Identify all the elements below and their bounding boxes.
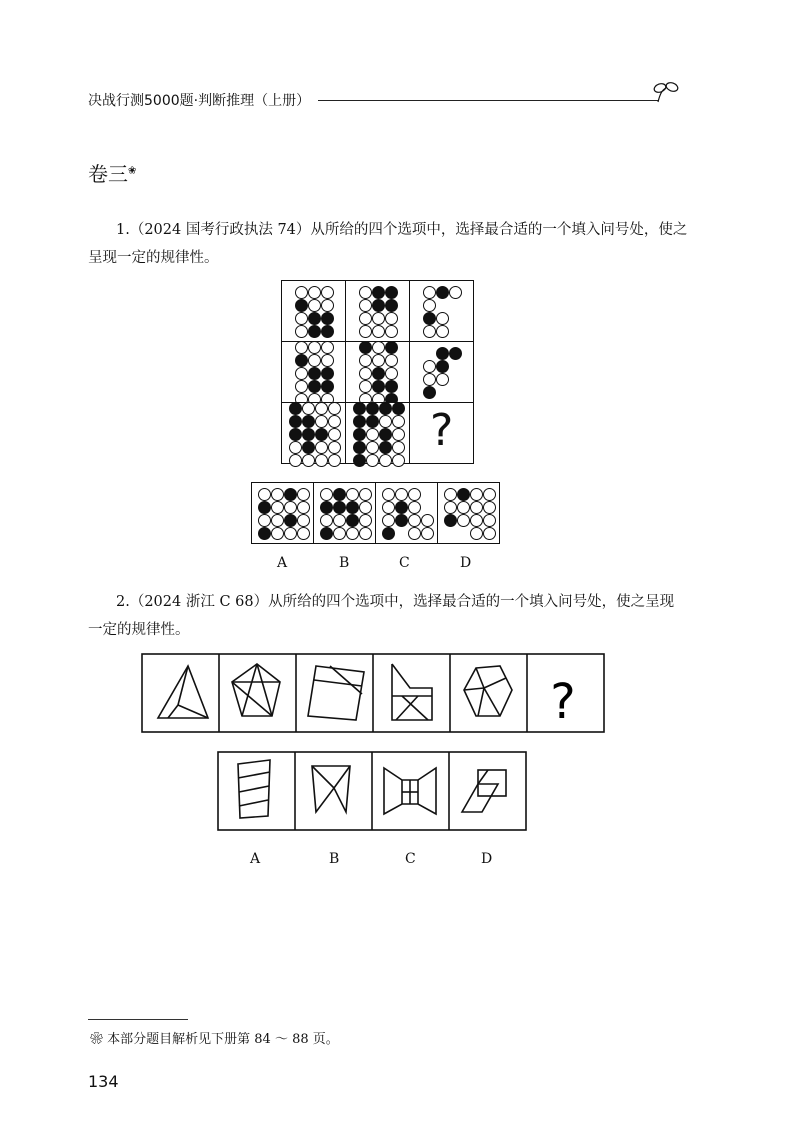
black-circle: [308, 312, 321, 325]
white-circle: [421, 514, 434, 527]
white-circle: [372, 312, 385, 325]
white-circle: [382, 501, 395, 514]
q2-option-label-c: C: [405, 851, 416, 867]
black-circle: [320, 527, 333, 540]
black-circle: [320, 501, 333, 514]
q1-question-mark: ?: [430, 405, 454, 456]
q2-option-label-a: A: [250, 851, 261, 867]
white-circle: [385, 354, 398, 367]
question-1-text: 1.（2024 国考行政执法 74）从所给的四个选项中，选择最合适的一个填入问号处，使之呈现一定的规律性。: [88, 222, 688, 266]
q1-cell-r1c1: [281, 280, 346, 342]
section-title-text: 卷三: [88, 162, 128, 186]
black-circle: [289, 428, 302, 441]
white-circle: [295, 367, 308, 380]
white-circle: [321, 354, 334, 367]
black-circle: [333, 501, 346, 514]
white-circle: [308, 341, 321, 354]
black-circle: [346, 501, 359, 514]
white-circle: [436, 373, 449, 386]
black-circle: [372, 299, 385, 312]
black-circle: [321, 367, 334, 380]
q1-option-b: [313, 482, 376, 544]
q1-cell-r2c1: [281, 341, 346, 403]
q1-cell-r1c2: [345, 280, 410, 342]
white-circle: [271, 488, 284, 501]
black-circle: [289, 415, 302, 428]
page-number: 134: [88, 1072, 119, 1091]
white-circle: [395, 488, 408, 501]
white-circle: [289, 454, 302, 467]
white-circle: [470, 488, 483, 501]
black-circle: [284, 488, 297, 501]
black-circle: [385, 286, 398, 299]
white-circle: [483, 501, 496, 514]
white-circle: [359, 354, 372, 367]
white-circle: [346, 527, 359, 540]
black-circle: [395, 514, 408, 527]
white-circle: [333, 514, 346, 527]
white-circle: [382, 488, 395, 501]
q2-option-label-b: B: [329, 851, 340, 867]
q2-question-mark: ?: [550, 674, 576, 730]
black-circle: [436, 347, 449, 360]
white-circle: [289, 441, 302, 454]
black-circle: [436, 360, 449, 373]
white-circle: [302, 402, 315, 415]
black-circle: [385, 299, 398, 312]
white-circle: [423, 286, 436, 299]
white-circle: [297, 488, 310, 501]
white-circle: [308, 286, 321, 299]
white-circle: [385, 325, 398, 338]
white-circle: [470, 527, 483, 540]
white-circle: [379, 454, 392, 467]
white-circle: [328, 428, 341, 441]
white-circle: [436, 325, 449, 338]
white-circle: [423, 299, 436, 312]
white-circle: [359, 367, 372, 380]
white-circle: [333, 527, 346, 540]
white-circle: [372, 341, 385, 354]
q1-cell-r3c2: [345, 402, 410, 464]
white-circle: [271, 514, 284, 527]
black-circle: [366, 415, 379, 428]
q1-option-label-d: D: [460, 555, 472, 571]
black-circle: [385, 380, 398, 393]
black-circle: [379, 402, 392, 415]
black-circle: [353, 454, 366, 467]
white-circle: [392, 441, 405, 454]
q1-option-label-b: B: [339, 555, 350, 571]
white-circle: [421, 527, 434, 540]
footnote-rule: [88, 1019, 188, 1020]
white-circle: [392, 454, 405, 467]
white-circle: [328, 415, 341, 428]
white-circle: [366, 428, 379, 441]
black-circle: [372, 367, 385, 380]
white-circle: [284, 527, 297, 540]
white-circle: [295, 341, 308, 354]
white-circle: [297, 501, 310, 514]
black-circle: [372, 380, 385, 393]
white-circle: [385, 367, 398, 380]
white-circle: [457, 501, 470, 514]
running-header: 决战行测5000题·判断推理（上册）: [88, 93, 311, 109]
black-circle: [302, 441, 315, 454]
white-circle: [271, 527, 284, 540]
white-circle: [444, 488, 457, 501]
black-circle: [333, 488, 346, 501]
white-circle: [328, 454, 341, 467]
black-circle: [346, 514, 359, 527]
white-circle: [372, 325, 385, 338]
q1-option-c: [375, 482, 438, 544]
white-circle: [366, 454, 379, 467]
black-circle: [308, 367, 321, 380]
white-circle: [359, 380, 372, 393]
white-circle: [359, 299, 372, 312]
black-circle: [302, 415, 315, 428]
white-circle: [366, 441, 379, 454]
white-circle: [297, 514, 310, 527]
white-circle: [408, 501, 421, 514]
black-circle: [353, 415, 366, 428]
black-circle: [353, 402, 366, 415]
white-circle: [295, 286, 308, 299]
white-circle: [470, 514, 483, 527]
white-circle: [320, 514, 333, 527]
q1-cell-r2c2: [345, 341, 410, 403]
q1-cell-r2c3: [409, 341, 474, 403]
q1-cell-r3c3: [409, 402, 474, 464]
black-circle: [372, 286, 385, 299]
black-circle: [308, 380, 321, 393]
white-circle: [315, 441, 328, 454]
black-circle: [258, 501, 271, 514]
black-circle: [395, 501, 408, 514]
white-circle: [315, 402, 328, 415]
white-circle: [379, 415, 392, 428]
black-circle: [359, 341, 372, 354]
black-circle: [315, 428, 328, 441]
black-circle: [353, 441, 366, 454]
white-circle: [470, 501, 483, 514]
footnote: ❀ 本部分题目解析见下册第 84 ～ 88 页。: [90, 1032, 339, 1047]
black-circle: [302, 428, 315, 441]
white-circle: [359, 501, 372, 514]
black-circle: [295, 299, 308, 312]
q1-cell-r1c3: [409, 280, 474, 342]
white-circle: [359, 286, 372, 299]
white-circle: [359, 514, 372, 527]
black-circle: [385, 341, 398, 354]
black-circle: [436, 286, 449, 299]
white-circle: [483, 488, 496, 501]
q2-option-label-d: D: [481, 851, 493, 867]
white-circle: [295, 380, 308, 393]
white-circle: [297, 527, 310, 540]
black-circle: [321, 325, 334, 338]
white-circle: [258, 514, 271, 527]
black-circle: [258, 527, 271, 540]
white-circle: [284, 501, 297, 514]
white-circle: [328, 402, 341, 415]
black-circle: [449, 347, 462, 360]
black-circle: [308, 325, 321, 338]
black-circle: [423, 312, 436, 325]
white-circle: [359, 527, 372, 540]
question-2-text: 2.（2024 浙江 C 68）从所给的四个选项中，选择最合适的一个填入问号处，使之呈现一定的规律性。: [88, 594, 675, 638]
white-circle: [449, 286, 462, 299]
white-circle: [258, 488, 271, 501]
white-circle: [359, 325, 372, 338]
white-circle: [359, 488, 372, 501]
white-circle: [385, 312, 398, 325]
black-circle: [444, 514, 457, 527]
white-circle: [372, 354, 385, 367]
white-circle: [408, 488, 421, 501]
black-circle: [392, 402, 405, 415]
q1-option-a: [251, 482, 314, 544]
white-circle: [308, 299, 321, 312]
black-circle: [379, 441, 392, 454]
white-circle: [302, 454, 315, 467]
white-circle: [295, 325, 308, 338]
black-circle: [457, 488, 470, 501]
white-circle: [423, 360, 436, 373]
white-circle: [328, 441, 341, 454]
white-circle: [321, 286, 334, 299]
q1-cell-r3c1: [281, 402, 346, 464]
white-circle: [423, 373, 436, 386]
white-circle: [321, 341, 334, 354]
black-circle: [295, 354, 308, 367]
white-circle: [315, 454, 328, 467]
q1-option-d: [437, 482, 500, 544]
white-circle: [392, 428, 405, 441]
white-circle: [315, 415, 328, 428]
white-circle: [483, 527, 496, 540]
white-circle: [436, 312, 449, 325]
white-circle: [392, 415, 405, 428]
white-circle: [295, 312, 308, 325]
white-circle: [382, 514, 395, 527]
black-circle: [284, 514, 297, 527]
black-circle: [321, 380, 334, 393]
q1-option-label-a: A: [277, 555, 288, 571]
white-circle: [483, 514, 496, 527]
black-circle: [382, 527, 395, 540]
black-circle: [423, 386, 436, 399]
white-circle: [457, 514, 470, 527]
section-mark: ❀: [128, 165, 137, 177]
black-circle: [366, 402, 379, 415]
q1-option-label-c: C: [399, 555, 410, 571]
white-circle: [320, 488, 333, 501]
black-circle: [321, 312, 334, 325]
white-circle: [423, 325, 436, 338]
black-circle: [379, 428, 392, 441]
black-circle: [353, 428, 366, 441]
white-circle: [359, 312, 372, 325]
white-circle: [346, 488, 359, 501]
white-circle: [308, 354, 321, 367]
white-circle: [271, 501, 284, 514]
white-circle: [444, 501, 457, 514]
black-circle: [289, 402, 302, 415]
white-circle: [321, 299, 334, 312]
white-circle: [408, 514, 421, 527]
white-circle: [408, 527, 421, 540]
